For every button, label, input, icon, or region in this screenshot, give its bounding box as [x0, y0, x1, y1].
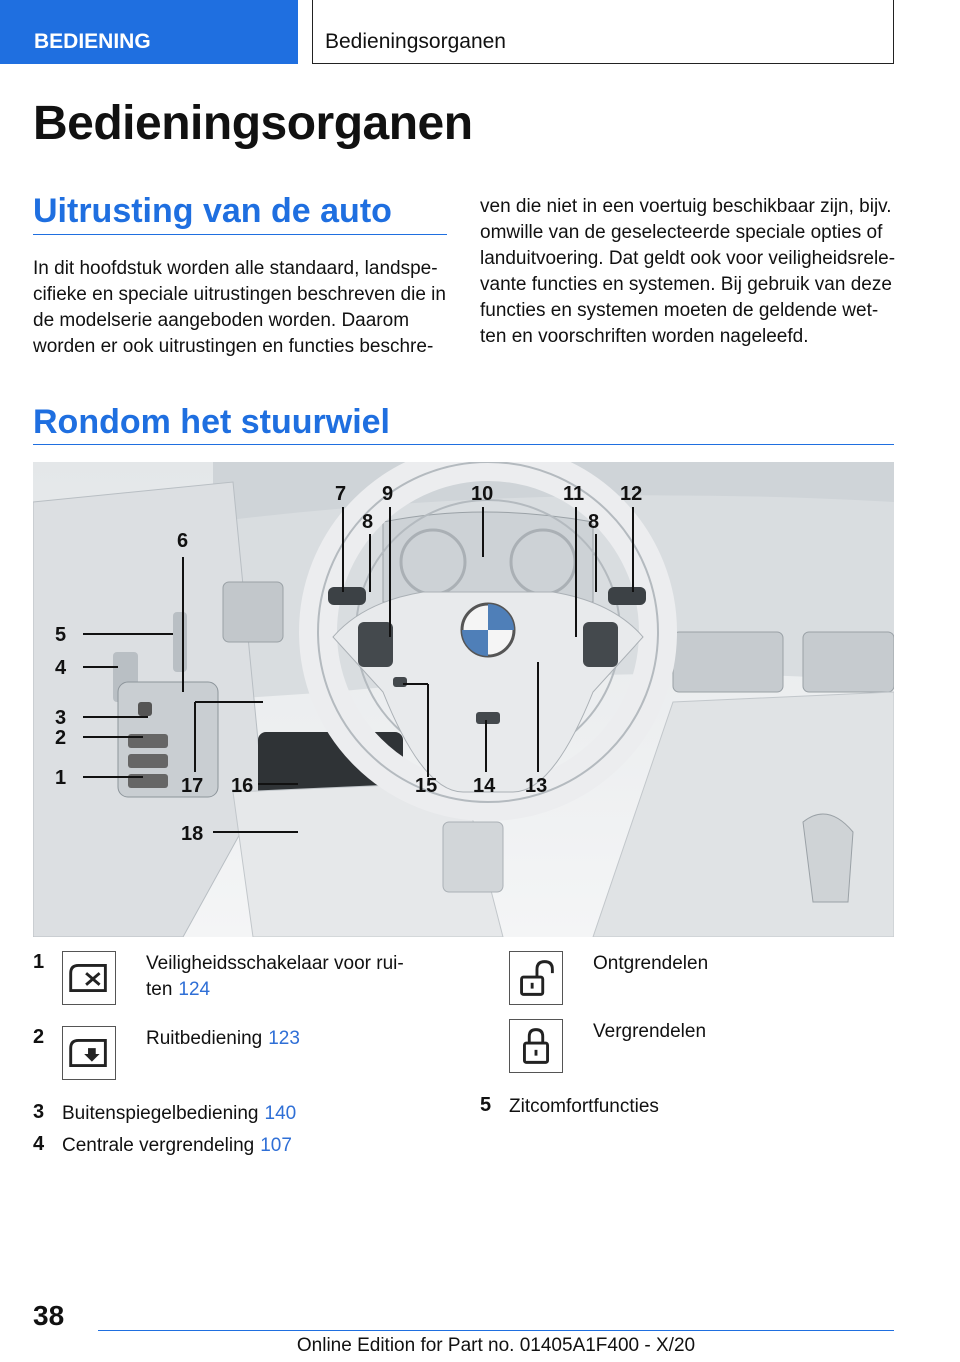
- item-number: 5: [480, 1094, 492, 1116]
- item-label: Ruitbediening 123: [146, 1028, 300, 1049]
- item-number: 3: [33, 1101, 45, 1123]
- callout-1: 1: [55, 767, 67, 789]
- lock-icon: [509, 1019, 563, 1073]
- callout-11: 11: [563, 483, 585, 505]
- item-number: 2: [33, 1026, 45, 1048]
- callout-10: 10: [471, 483, 494, 505]
- callout-15: 15: [415, 775, 438, 797]
- callout-7: 7: [335, 483, 347, 505]
- callout-13: 13: [525, 775, 548, 797]
- window-control-icon: [62, 1026, 116, 1080]
- section-heading-steering-wheel: Rondom het stuurwiel: [33, 403, 390, 441]
- callout-8-right: 8: [588, 511, 600, 533]
- section-heading-equipment: Uitrusting van de auto: [33, 192, 392, 230]
- page-number: 38: [33, 1300, 65, 1331]
- page-ref-link[interactable]: 107: [260, 1135, 292, 1156]
- callout-14: 14: [473, 775, 496, 797]
- intro-paragraph-col1: In dit hoofdstuk worden alle standaard, landspe- cifieke en speciale uitrustingen beschreven die in de modelserie aangeboden worden. Daarom worden er ook uitrustingen en functies beschre-: [33, 258, 446, 357]
- section-rule: [33, 234, 447, 235]
- item-number: 4: [33, 1133, 45, 1155]
- callout-18: 18: [181, 823, 204, 845]
- page-ref-link[interactable]: 124: [178, 979, 211, 1000]
- page-title: Bedieningsorganen: [33, 97, 473, 150]
- unlock-icon: [509, 951, 563, 1005]
- page-ref-link[interactable]: 140: [264, 1103, 297, 1124]
- callout-6: 6: [177, 530, 189, 552]
- footer-rule: [98, 1330, 894, 1331]
- section-rule: [33, 444, 894, 445]
- item-label: Buitenspiegelbediening 140: [62, 1103, 297, 1124]
- intro-paragraph-col2: ven die niet in een voertuig beschikbaar zijn, bijv. omwille van de geselecteerde speciale opties of landuitvoering. Dat geldt ook voor veiligheidsrele- vante functies en systemen. Bij gebruik van deze functies en systemen moeten de geldende wet- ten en voorschriften worden nageleefd.: [480, 196, 896, 347]
- item-number: 1: [33, 951, 45, 973]
- item-label: Zitcomfortfuncties: [509, 1096, 659, 1117]
- callout-16: 16: [231, 775, 254, 797]
- callout-5: 5: [55, 624, 67, 646]
- item-label: Vergrendelen: [593, 1021, 707, 1042]
- item-label: Veiligheidsschakelaar voor rui- ten 124: [146, 953, 404, 1000]
- header-title: Bedieningsorganen: [312, 0, 894, 64]
- header-section-tab: BEDIENING: [0, 0, 298, 64]
- item-label: Centrale vergrendeling 107: [62, 1135, 292, 1156]
- callout-17: 17: [181, 775, 204, 797]
- callout-12: 12: [620, 483, 643, 505]
- callout-3: 3: [55, 707, 67, 729]
- callout-8: 8: [362, 511, 374, 533]
- callout-9: 9: [382, 483, 394, 505]
- footer-edition: Online Edition for Part no. 01405A1F400 - X/20: [296, 1335, 696, 1356]
- callout-4: 4: [55, 657, 67, 679]
- item-label: Ontgrendelen: [593, 953, 709, 974]
- cockpit-illustration: [33, 462, 894, 937]
- callout-2: 2: [55, 727, 67, 749]
- window-safety-switch-icon: [62, 951, 116, 1005]
- page-ref-link[interactable]: 123: [268, 1028, 300, 1049]
